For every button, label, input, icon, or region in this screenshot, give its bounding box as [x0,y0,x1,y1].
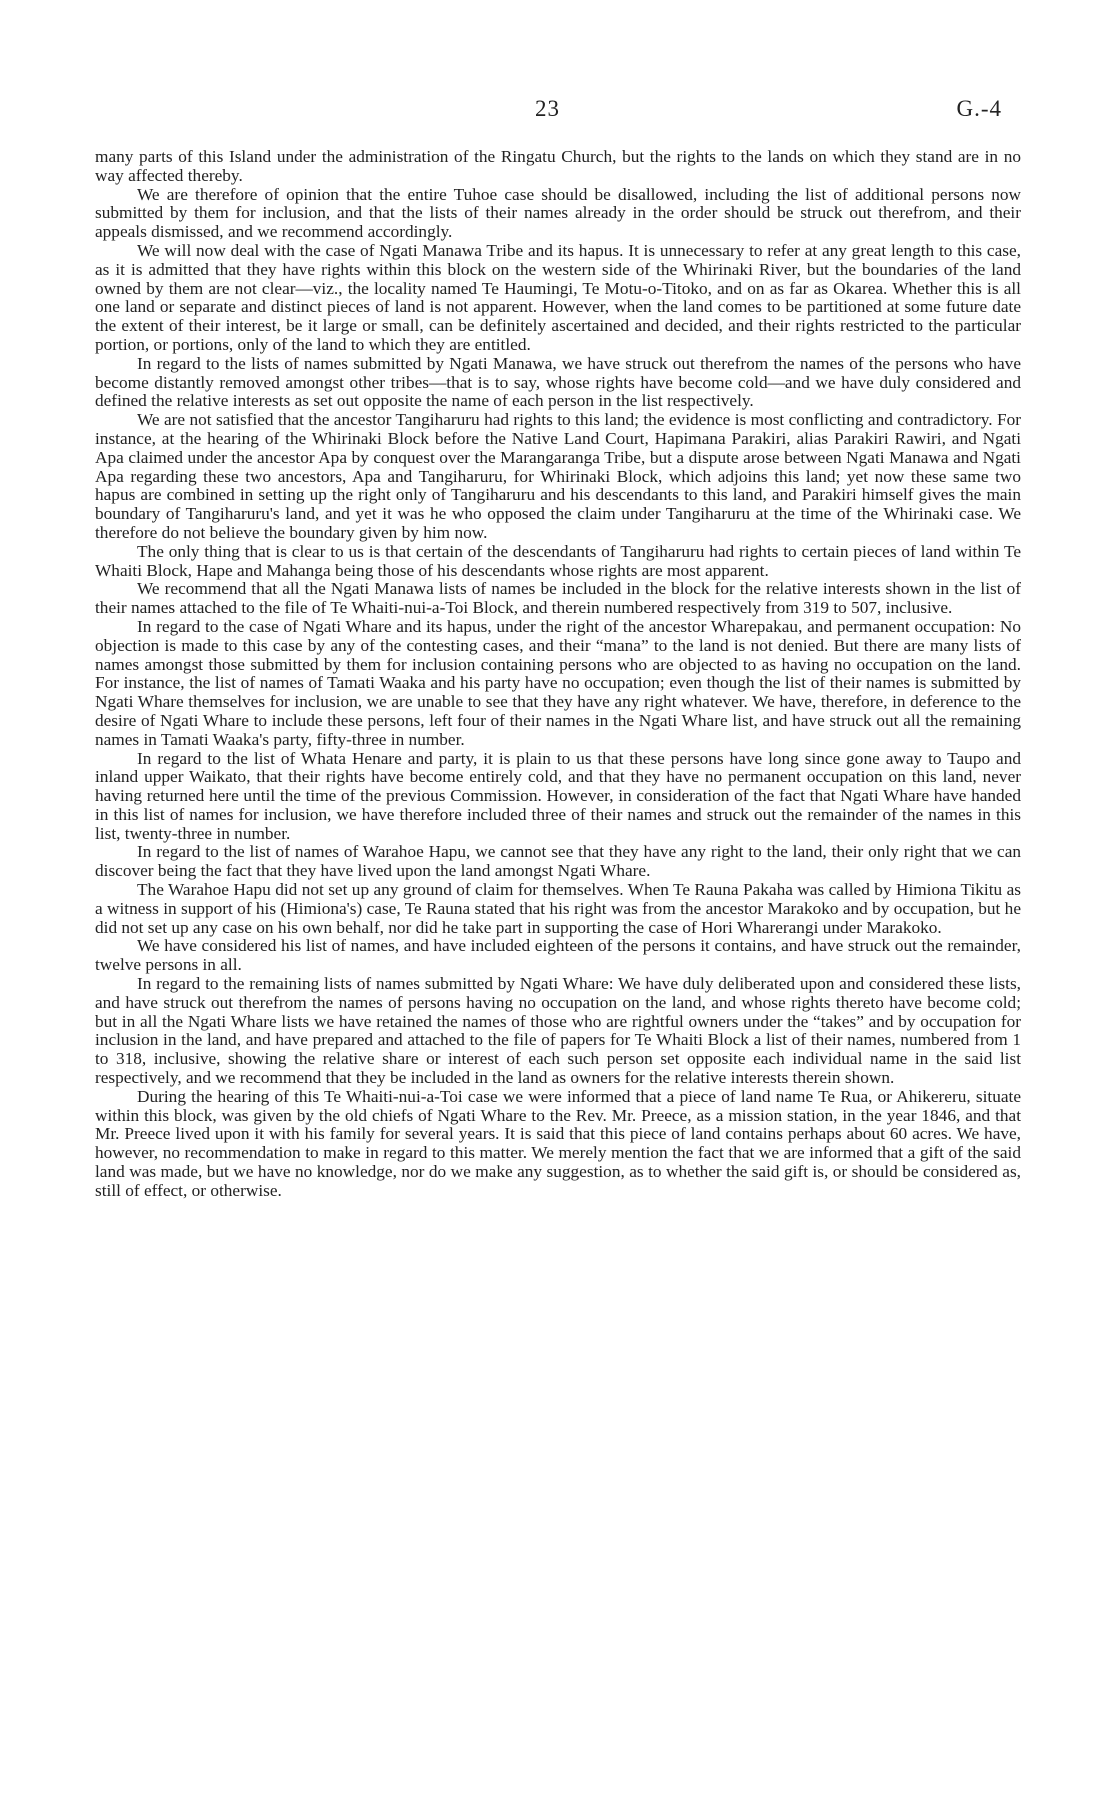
paragraph: In regard to the list of names of Warahoe Hapu, we cannot see that they have any right to the land, their only right that we can discover being the fact that they have lived upon the land amongst Ngati Whare. [95,842,1021,881]
paragraph: In regard to the list of Whata Henare and party, it is plain to us that these persons have long since gone away to Taupo and inland upper Waikato, that their rights have become entirely cold, and that they have no permanent occupation on this land, never having returned here until the time of the previous Commission. However, in consideration of the fact that Ngati Whare have handed in this list of names for inclusion, we have therefore included three of their names and struck out the remainder of the names in this list, twenty-three in number. [95,748,1021,843]
paragraph: We will now deal with the case of Ngati Manawa Tribe and its hapus. It is unnecessary to refer at any great length to this case, as it is admitted that they have rights within this block on the western side of the Whirinaki River, but the boundaries of the land owned by them are not clear—viz., the locality named Te Haumingi, Te Motu-o-Titoko, and on as far as Okarea. Whether this is all one land or separate and distinct pieces of land is not apparent. However, when the land comes to be partitioned at some future date the extent of their interest, be it large or small, can be definitely ascertained and decided, and their rights restricted to the particular portion, or portions, only of the land to which they are entitled. [95,240,1021,354]
paragraph: We have considered his list of names, and have included eighteen of the persons it contains, and have struck out the remainder, twelve persons in all. [95,936,1021,975]
series-code: G.-4 [956,96,1002,121]
paragraph: many parts of this Island under the administration of the Ringatu Church, but the rights to the lands on which they stand are in no way affected thereby. [95,147,1021,185]
paragraph: In regard to the remaining lists of names submitted by Ngati Whare: We have duly deliberated upon and considered these lists, and have struck out therefrom the names of persons having no occupation on the land, and whose rights thereto have become cold; but in all the Ngati Whare lists we have retained the names of those who are rightful owners under the “takes” and by occupation for inclusion in the land, and have prepared and attached to the file of papers for Te Whaiti Block a list of their names, numbered from 1 to 318, inclusive, showing the relative share or interest of each such person set opposite each individual name in the said list respectively, and we recommend that they be included in the land as owners for the relative interests therein shown. [95,974,1021,1088]
paragraph: We are not satisfied that the ancestor Tangiharuru had rights to this land; the evidence is most conflicting and contradictory. For instance, at the hearing of the Whirinaki Block before the Native Land Court, Hapimana Parakiri, alias Parakiri Rawiri, and Ngati Apa claimed under the ancestor Apa by conquest over the Marangaranga Tribe, but a dispute arose between Ngati Manawa and Ngati Apa regarding these two ancestors, Apa and Tangiharuru, for Whirinaki Block, which adjoins this land; yet now these same two hapus are combined in setting up the right only of Tangiharuru and his descendants to this land, and Parakiri himself gives the main boundary of Tangiharuru's land, and yet it was he who opposed the claim under Tangiharuru at the time of the Whirinaki case. We therefore do not believe the boundary given by him now. [95,410,1021,542]
paragraph: During the hearing of this Te Whaiti-nui-a-Toi case we were informed that a piece of land name Te Rua, or Ahikereru, situate within this block, was given by the old chiefs of Ngati Whare to the Rev. Mr. Preece, as a mission station, in the year 1846, and that Mr. Preece lived upon it with his family for several years. It is said that this piece of land contains perhaps about 60 acres. We have, however, no recommendation to make in regard to this matter. We merely mention the fact that we are informed that a gift of the said land was made, but we have no knowledge, nor do we make any suggestion, as to whether the said gift is, or should be considered as, still of effect, or otherwise. [95,1086,1021,1200]
paragraph: In regard to the case of Ngati Whare and its hapus, under the right of the ancestor Wharepakau, and permanent occupation: No objection is made to this case by any of the contesting cases, and their “mana” to the land is not denied. But there are many lists of names amongst those submitted by them for inclusion containing persons who are objected to as having no occupation on the land. For instance, the list of names of Tamati Waaka and his party have no occupation; even though the list of their names is submitted by Ngati Whare themselves for inclusion, we are unable to see that they have any right whatever. We have, therefore, in deference to the desire of Ngati Whare to include these persons, left four of their names in the Ngati Whare list, and have struck out all the remaining names in Tamati Waaka's party, fifty-three in number. [95,616,1021,749]
paragraph: In regard to the lists of names submitted by Ngati Manawa, we have struck out therefrom the names of the persons who have become distantly removed amongst other tribes—that is to say, whose rights have become cold—and we have duly considered and defined the relative interests as set out opposite the name of each person in the list respectively. [95,353,1021,411]
paragraph: The only thing that is clear to us is that certain of the descendants of Tangiharuru had rights to certain pieces of land within Te Whaiti Block, Hape and Mahanga being those of his descendants whose rights are most apparent. [95,541,1021,580]
paragraph: The Warahoe Hapu did not set up any ground of claim for themselves. When Te Rauna Pakaha was called by Himiona Tikitu as a witness in support of his (Himiona's) case, Te Rauna stated that his right was from the ancestor Marakoko and by occupation, but he did not set up any case on his own behalf, nor did he take part in supporting the case of Hori Wharerangi under Marakoko. [95,880,1021,937]
paragraph: We are therefore of opinion that the entire Tuhoe case should be disallowed, including the list of additional persons now submitted by them for inclusion, and that the lists of their names already in the order should be struck out therefrom, and their appeals dismissed, and we recommend accordingly. [95,184,1021,242]
body-text [95,148,1021,1201]
page-number: 23 [535,96,560,121]
paragraph: We recommend that all the Ngati Manawa lists of names be included in the block for the relative interests shown in the list of their names attached to the file of Te Whaiti-nui-a-Toi Block, and therein numbered respectively from 319 to 507, inclusive. [95,579,1021,618]
